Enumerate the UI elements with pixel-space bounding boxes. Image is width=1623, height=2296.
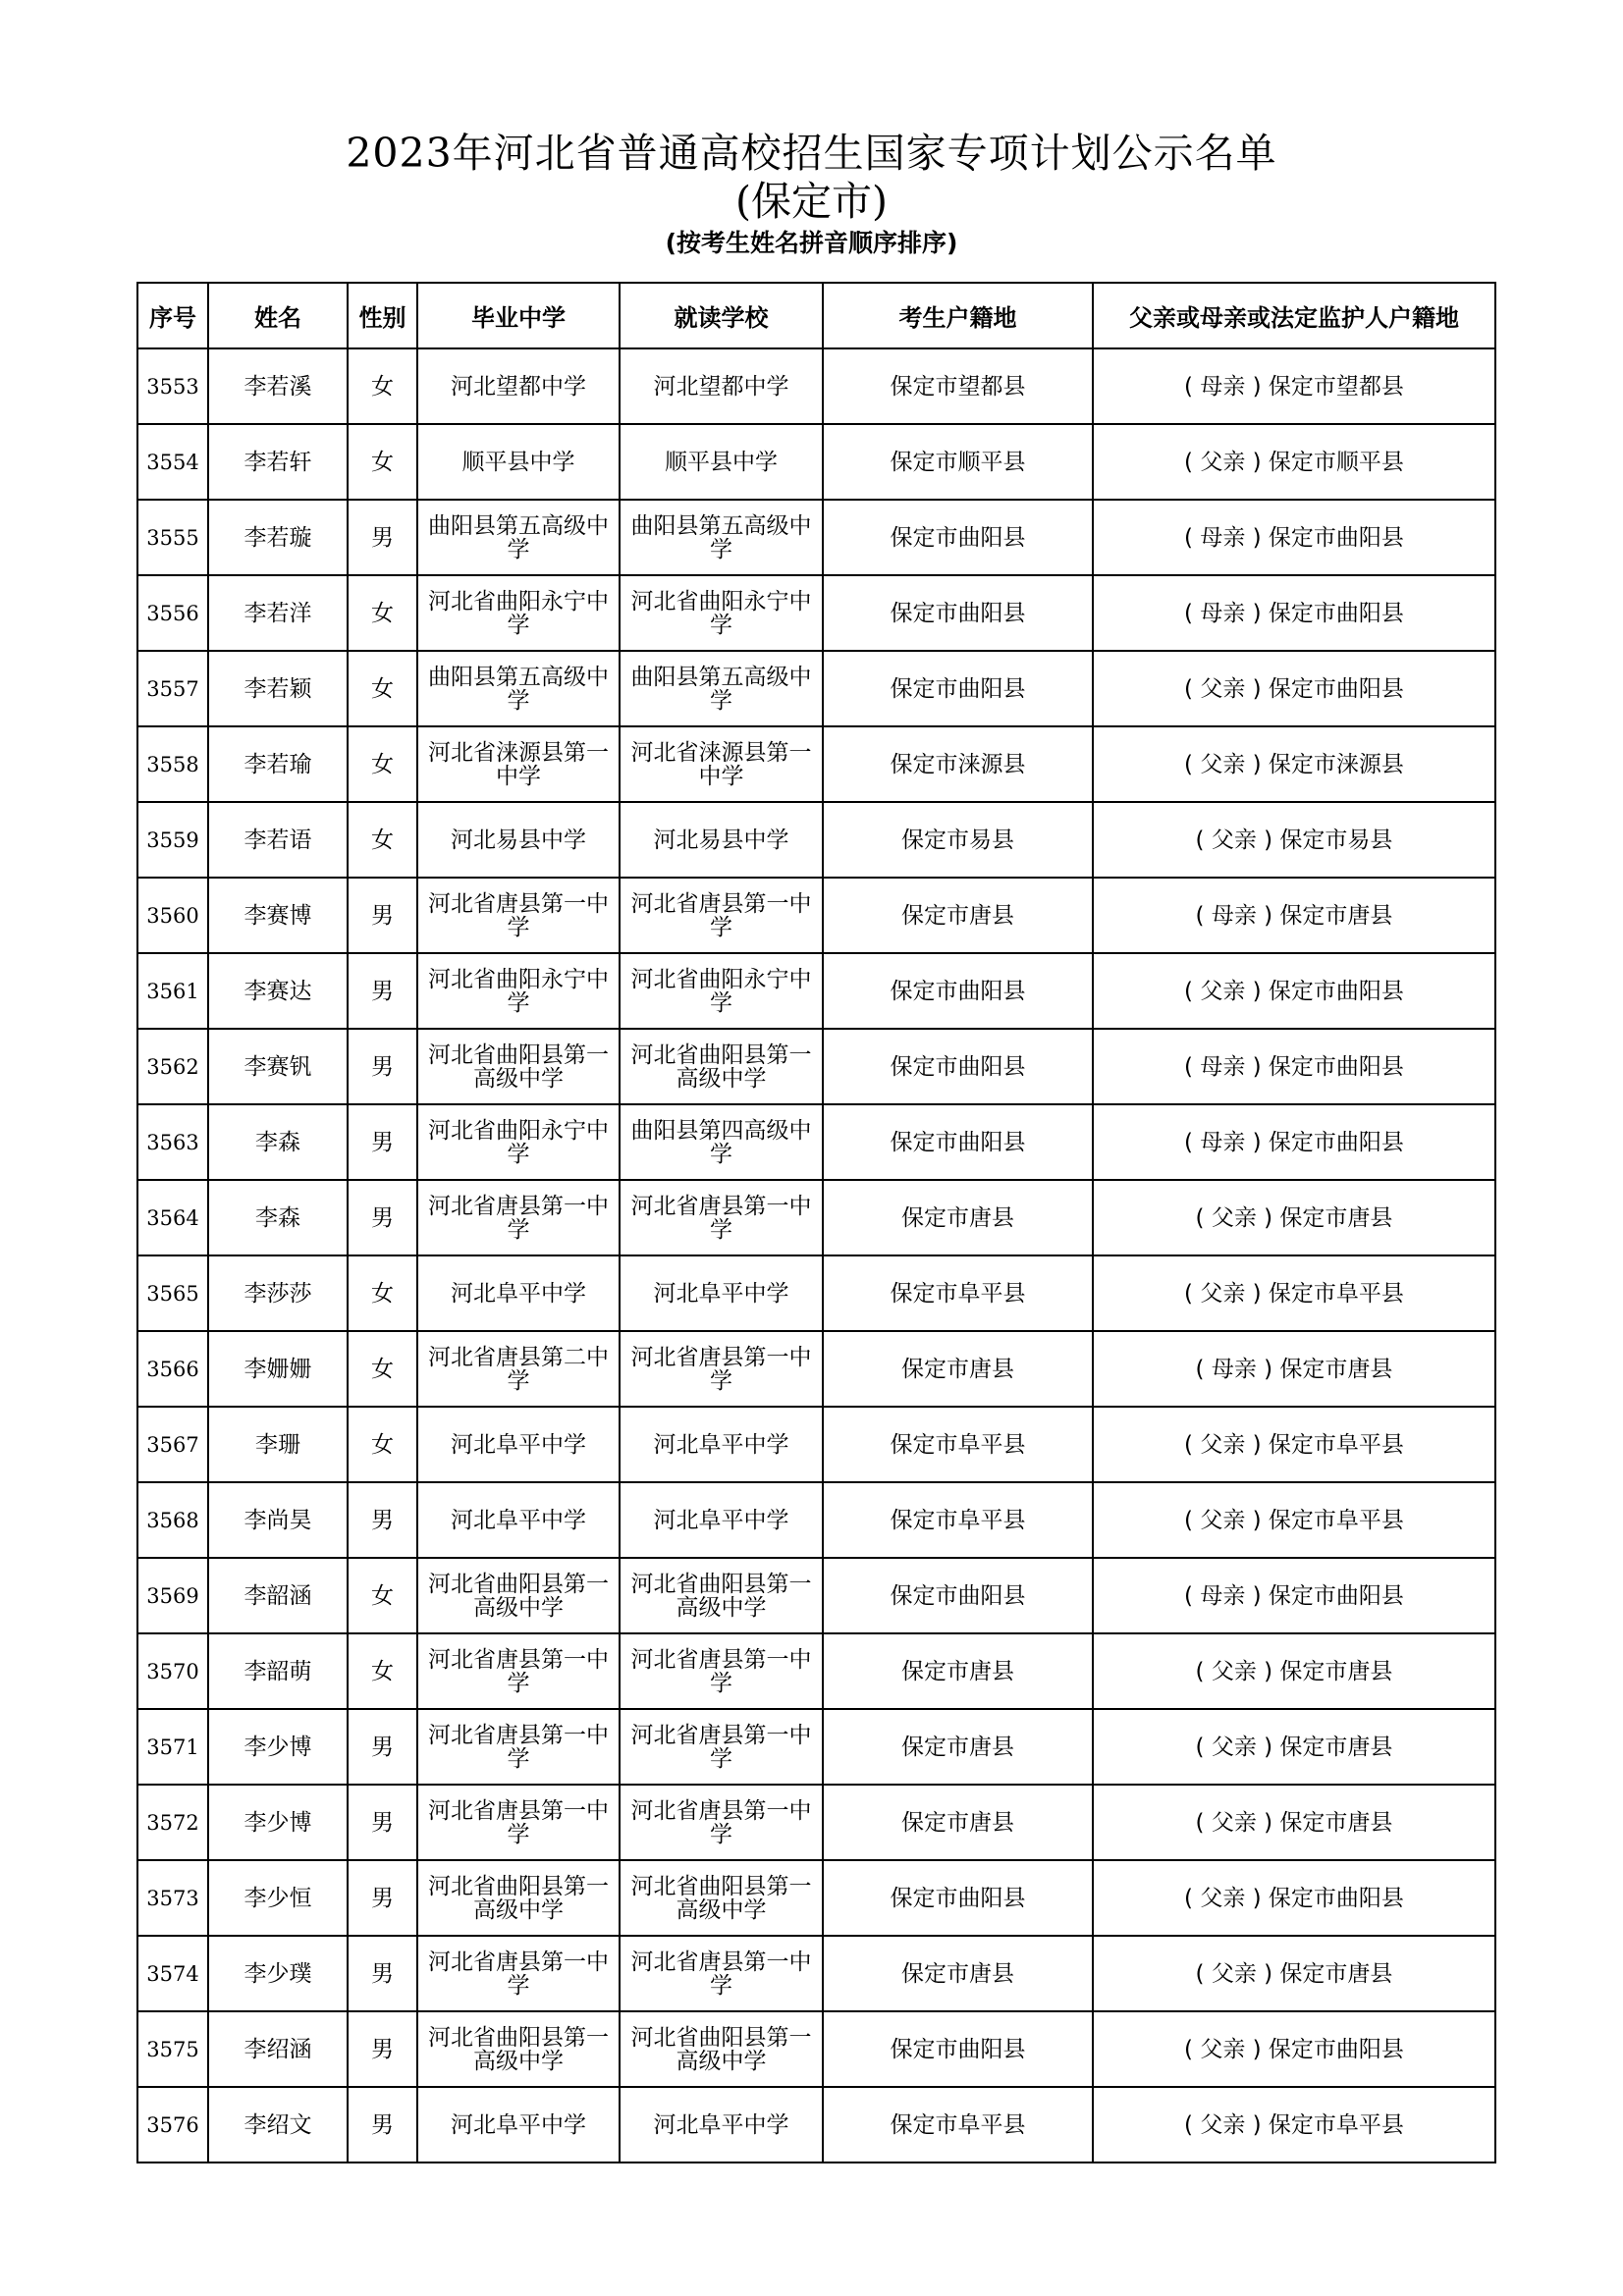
cell-current-school: 河北省唐县第一中学 — [620, 1633, 823, 1709]
column-header-household: 考生户籍地 — [823, 283, 1093, 348]
table-row — [137, 575, 1495, 651]
cell-current-school: 曲阳县第五高级中学 — [620, 500, 823, 575]
cell-gender: 男 — [348, 1104, 417, 1180]
column-header-grad-school: 毕业中学 — [417, 283, 620, 348]
cell-name: 李赛达 — [208, 953, 348, 1029]
cell-current-school: 曲阳县第四高级中学 — [620, 1104, 823, 1180]
cell-guardian-household: ( 父亲 ) 保定市唐县 — [1093, 1785, 1495, 1860]
table-row — [137, 1180, 1495, 1255]
roster-table — [136, 282, 1496, 2163]
table-row — [137, 1482, 1495, 1558]
cell-grad-school: 河北省曲阳县第一高级中学 — [417, 1558, 620, 1633]
cell-name: 李森 — [208, 1180, 348, 1255]
cell-current-school: 河北易县中学 — [620, 802, 823, 878]
cell-household: 保定市曲阳县 — [823, 500, 1093, 575]
cell-grad-school: 河北省曲阳县第一高级中学 — [417, 1029, 620, 1104]
table-row — [137, 726, 1495, 802]
cell-current-school: 河北省曲阳县第一高级中学 — [620, 1558, 823, 1633]
cell-gender: 男 — [348, 500, 417, 575]
cell-household: 保定市阜平县 — [823, 1482, 1093, 1558]
table-row — [137, 1785, 1495, 1860]
cell-gender: 女 — [348, 348, 417, 424]
table-row — [137, 348, 1495, 424]
cell-current-school: 河北阜平中学 — [620, 1255, 823, 1331]
table-row — [137, 878, 1495, 953]
cell-name: 李若璇 — [208, 500, 348, 575]
cell-grad-school: 河北省唐县第一中学 — [417, 1633, 620, 1709]
cell-seq: 3557 — [137, 651, 208, 726]
cell-guardian-household: ( 父亲 ) 保定市涞源县 — [1093, 726, 1495, 802]
cell-current-school: 河北省唐县第一中学 — [620, 1936, 823, 2011]
document-header — [0, 128, 1623, 263]
cell-seq: 3553 — [137, 348, 208, 424]
cell-guardian-household: ( 父亲 ) 保定市唐县 — [1093, 1936, 1495, 2011]
cell-gender: 女 — [348, 1255, 417, 1331]
cell-household: 保定市望都县 — [823, 348, 1093, 424]
cell-household: 保定市涞源县 — [823, 726, 1093, 802]
cell-gender: 女 — [348, 424, 417, 500]
cell-name: 李少璞 — [208, 1936, 348, 2011]
cell-gender: 男 — [348, 2087, 417, 2163]
cell-gender: 女 — [348, 1407, 417, 1482]
cell-name: 李莎莎 — [208, 1255, 348, 1331]
cell-grad-school: 河北望都中学 — [417, 348, 620, 424]
cell-seq: 3561 — [137, 953, 208, 1029]
cell-current-school: 曲阳县第五高级中学 — [620, 651, 823, 726]
cell-gender: 女 — [348, 1331, 417, 1407]
cell-name: 李若洋 — [208, 575, 348, 651]
cell-guardian-household: ( 父亲 ) 保定市顺平县 — [1093, 424, 1495, 500]
cell-guardian-household: ( 父亲 ) 保定市曲阳县 — [1093, 953, 1495, 1029]
cell-name: 李韶涵 — [208, 1558, 348, 1633]
table-row — [137, 1104, 1495, 1180]
table-row — [137, 2011, 1495, 2087]
cell-grad-school: 河北阜平中学 — [417, 1407, 620, 1482]
cell-household: 保定市唐县 — [823, 1180, 1093, 1255]
cell-seq: 3572 — [137, 1785, 208, 1860]
table-row — [137, 1255, 1495, 1331]
cell-seq: 3569 — [137, 1558, 208, 1633]
cell-guardian-household: ( 父亲 ) 保定市曲阳县 — [1093, 651, 1495, 726]
cell-guardian-household: ( 母亲 ) 保定市曲阳县 — [1093, 1029, 1495, 1104]
cell-household: 保定市唐县 — [823, 1709, 1093, 1785]
cell-name: 李若语 — [208, 802, 348, 878]
cell-name: 李赛钒 — [208, 1029, 348, 1104]
cell-name: 李森 — [208, 1104, 348, 1180]
cell-guardian-household: ( 父亲 ) 保定市唐县 — [1093, 1709, 1495, 1785]
cell-household: 保定市阜平县 — [823, 1255, 1093, 1331]
cell-gender: 女 — [348, 802, 417, 878]
cell-guardian-household: ( 父亲 ) 保定市易县 — [1093, 802, 1495, 878]
cell-seq: 3568 — [137, 1482, 208, 1558]
cell-name: 李赛博 — [208, 878, 348, 953]
cell-seq: 3573 — [137, 1860, 208, 1936]
cell-household: 保定市阜平县 — [823, 2087, 1093, 2163]
cell-seq: 3565 — [137, 1255, 208, 1331]
cell-grad-school: 河北省唐县第一中学 — [417, 1785, 620, 1860]
column-header-seq: 序号 — [137, 283, 208, 348]
cell-gender: 女 — [348, 651, 417, 726]
cell-grad-school: 河北省唐县第一中学 — [417, 1180, 620, 1255]
cell-gender: 男 — [348, 1180, 417, 1255]
cell-grad-school: 河北省涞源县第一中学 — [417, 726, 620, 802]
cell-household: 保定市唐县 — [823, 1331, 1093, 1407]
cell-household: 保定市易县 — [823, 802, 1093, 878]
cell-guardian-household: ( 父亲 ) 保定市阜平县 — [1093, 1407, 1495, 1482]
cell-current-school: 河北阜平中学 — [620, 1407, 823, 1482]
cell-household: 保定市曲阳县 — [823, 953, 1093, 1029]
cell-grad-school: 河北省曲阳县第一高级中学 — [417, 2011, 620, 2087]
cell-guardian-household: ( 母亲 ) 保定市望都县 — [1093, 348, 1495, 424]
table-row — [137, 1860, 1495, 1936]
cell-gender: 男 — [348, 1860, 417, 1936]
cell-grad-school: 河北省曲阳永宁中学 — [417, 575, 620, 651]
cell-guardian-household: ( 父亲 ) 保定市曲阳县 — [1093, 1860, 1495, 1936]
cell-grad-school: 河北省唐县第一中学 — [417, 1936, 620, 2011]
cell-current-school: 河北阜平中学 — [620, 2087, 823, 2163]
cell-grad-school: 河北阜平中学 — [417, 1255, 620, 1331]
cell-name: 李少恒 — [208, 1860, 348, 1936]
cell-seq: 3576 — [137, 2087, 208, 2163]
cell-guardian-household: ( 父亲 ) 保定市阜平县 — [1093, 1482, 1495, 1558]
cell-grad-school: 曲阳县第五高级中学 — [417, 500, 620, 575]
cell-seq: 3564 — [137, 1180, 208, 1255]
cell-name: 李绍文 — [208, 2087, 348, 2163]
cell-current-school: 河北省曲阳县第一高级中学 — [620, 1860, 823, 1936]
table-row — [137, 1029, 1495, 1104]
cell-gender: 男 — [348, 1709, 417, 1785]
table-row — [137, 802, 1495, 878]
cell-seq: 3570 — [137, 1633, 208, 1709]
cell-guardian-household: ( 母亲 ) 保定市曲阳县 — [1093, 500, 1495, 575]
cell-grad-school: 河北省曲阳永宁中学 — [417, 1104, 620, 1180]
cell-guardian-household: ( 父亲 ) 保定市曲阳县 — [1093, 2011, 1495, 2087]
cell-current-school: 河北省涞源县第一中学 — [620, 726, 823, 802]
cell-gender: 男 — [348, 1936, 417, 2011]
cell-household: 保定市曲阳县 — [823, 2011, 1093, 2087]
cell-household: 保定市唐县 — [823, 1936, 1093, 2011]
table-row — [137, 1407, 1495, 1482]
cell-seq: 3555 — [137, 500, 208, 575]
column-header-guardian-household: 父亲或母亲或法定监护人户籍地 — [1093, 283, 1495, 348]
cell-current-school: 河北望都中学 — [620, 348, 823, 424]
cell-grad-school: 河北省曲阳县第一高级中学 — [417, 1860, 620, 1936]
cell-grad-school: 河北省唐县第一中学 — [417, 1709, 620, 1785]
cell-name: 李少博 — [208, 1709, 348, 1785]
cell-seq: 3559 — [137, 802, 208, 878]
cell-current-school: 河北省唐县第一中学 — [620, 1331, 823, 1407]
cell-current-school: 河北省曲阳县第一高级中学 — [620, 2011, 823, 2087]
cell-name: 李若瑜 — [208, 726, 348, 802]
column-header-gender: 性别 — [348, 283, 417, 348]
cell-seq: 3571 — [137, 1709, 208, 1785]
cell-name: 李姗姗 — [208, 1331, 348, 1407]
sort-note: (按考生姓名拼音顺序排序) — [665, 229, 958, 257]
cell-guardian-household: ( 母亲 ) 保定市唐县 — [1093, 878, 1495, 953]
cell-household: 保定市曲阳县 — [823, 651, 1093, 726]
cell-name: 李若轩 — [208, 424, 348, 500]
table-row — [137, 1633, 1495, 1709]
cell-grad-school: 曲阳县第五高级中学 — [417, 651, 620, 726]
cell-name: 李若颖 — [208, 651, 348, 726]
cell-gender: 女 — [348, 726, 417, 802]
cell-grad-school: 顺平县中学 — [417, 424, 620, 500]
document-title: 2023年河北省普通高校招生国家专项计划公示名单 — [346, 130, 1277, 177]
cell-guardian-household: ( 父亲 ) 保定市唐县 — [1093, 1633, 1495, 1709]
cell-seq: 3560 — [137, 878, 208, 953]
cell-household: 保定市唐县 — [823, 878, 1093, 953]
cell-household: 保定市顺平县 — [823, 424, 1093, 500]
table-header — [137, 283, 1495, 348]
cell-household: 保定市唐县 — [823, 1785, 1093, 1860]
cell-gender: 男 — [348, 1482, 417, 1558]
cell-guardian-household: ( 父亲 ) 保定市阜平县 — [1093, 2087, 1495, 2163]
cell-grad-school: 河北阜平中学 — [417, 1482, 620, 1558]
column-header-name: 姓名 — [208, 283, 348, 348]
cell-seq: 3563 — [137, 1104, 208, 1180]
cell-current-school: 河北省曲阳永宁中学 — [620, 953, 823, 1029]
cell-guardian-household: ( 母亲 ) 保定市曲阳县 — [1093, 575, 1495, 651]
cell-seq: 3554 — [137, 424, 208, 500]
cell-gender: 男 — [348, 1785, 417, 1860]
cell-name: 李珊 — [208, 1407, 348, 1482]
cell-current-school: 河北省曲阳县第一高级中学 — [620, 1029, 823, 1104]
cell-current-school: 河北省唐县第一中学 — [620, 1709, 823, 1785]
cell-seq: 3574 — [137, 1936, 208, 2011]
cell-current-school: 河北阜平中学 — [620, 1482, 823, 1558]
cell-guardian-household: ( 母亲 ) 保定市唐县 — [1093, 1331, 1495, 1407]
cell-grad-school: 河北省曲阳永宁中学 — [417, 953, 620, 1029]
cell-grad-school: 河北省唐县第一中学 — [417, 878, 620, 953]
column-header-current-school: 就读学校 — [620, 283, 823, 348]
table-row — [137, 2087, 1495, 2163]
cell-gender: 男 — [348, 2011, 417, 2087]
cell-name: 李绍涵 — [208, 2011, 348, 2087]
cell-guardian-household: ( 母亲 ) 保定市曲阳县 — [1093, 1558, 1495, 1633]
cell-seq: 3566 — [137, 1331, 208, 1407]
cell-gender: 女 — [348, 575, 417, 651]
cell-seq: 3558 — [137, 726, 208, 802]
cell-guardian-household: ( 父亲 ) 保定市阜平县 — [1093, 1255, 1495, 1331]
cell-grad-school: 河北阜平中学 — [417, 2087, 620, 2163]
header-row — [137, 283, 1495, 348]
cell-household: 保定市阜平县 — [823, 1407, 1093, 1482]
cell-current-school: 河北省唐县第一中学 — [620, 1180, 823, 1255]
table-row — [137, 1936, 1495, 2011]
cell-name: 李少博 — [208, 1785, 348, 1860]
table-row — [137, 651, 1495, 726]
table-row — [137, 1709, 1495, 1785]
cell-gender: 男 — [348, 878, 417, 953]
table-row — [137, 424, 1495, 500]
cell-guardian-household: ( 父亲 ) 保定市唐县 — [1093, 1180, 1495, 1255]
cell-grad-school: 河北省唐县第二中学 — [417, 1331, 620, 1407]
cell-name: 李若溪 — [208, 348, 348, 424]
cell-name: 李尚昊 — [208, 1482, 348, 1558]
table-body — [137, 348, 1495, 2163]
cell-seq: 3575 — [137, 2011, 208, 2087]
cell-current-school: 河北省唐县第一中学 — [620, 1785, 823, 1860]
cell-current-school: 河北省曲阳永宁中学 — [620, 575, 823, 651]
cell-name: 李韶萌 — [208, 1633, 348, 1709]
cell-seq: 3567 — [137, 1407, 208, 1482]
cell-seq: 3562 — [137, 1029, 208, 1104]
table-row — [137, 1331, 1495, 1407]
cell-current-school: 河北省唐县第一中学 — [620, 878, 823, 953]
cell-household: 保定市曲阳县 — [823, 1860, 1093, 1936]
table-row — [137, 1558, 1495, 1633]
cell-household: 保定市曲阳县 — [823, 1104, 1093, 1180]
cell-gender: 女 — [348, 1633, 417, 1709]
document-subtitle: (保定市) — [735, 178, 888, 225]
cell-household: 保定市曲阳县 — [823, 1029, 1093, 1104]
cell-gender: 女 — [348, 1558, 417, 1633]
cell-household: 保定市唐县 — [823, 1633, 1093, 1709]
table-row — [137, 953, 1495, 1029]
cell-gender: 男 — [348, 953, 417, 1029]
cell-household: 保定市曲阳县 — [823, 1558, 1093, 1633]
cell-current-school: 顺平县中学 — [620, 424, 823, 500]
cell-guardian-household: ( 母亲 ) 保定市曲阳县 — [1093, 1104, 1495, 1180]
table-row — [137, 500, 1495, 575]
cell-grad-school: 河北易县中学 — [417, 802, 620, 878]
cell-seq: 3556 — [137, 575, 208, 651]
cell-household: 保定市曲阳县 — [823, 575, 1093, 651]
cell-gender: 男 — [348, 1029, 417, 1104]
